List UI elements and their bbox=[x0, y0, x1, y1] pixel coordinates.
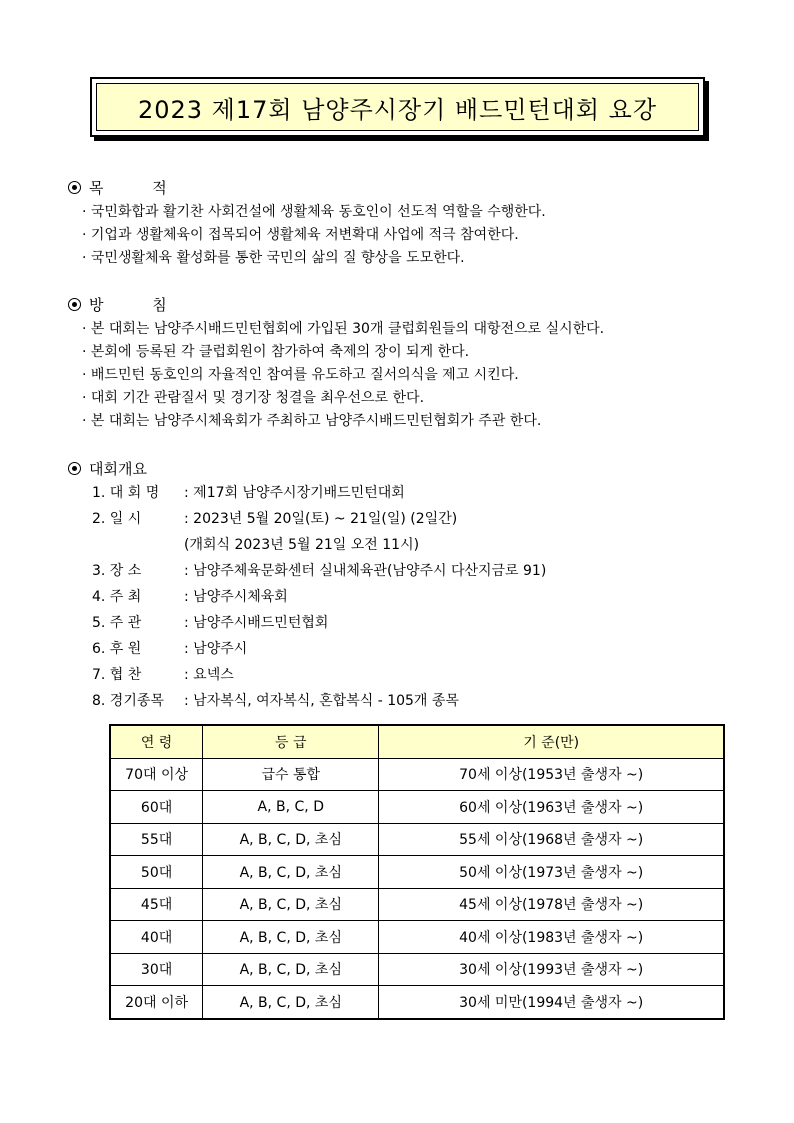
cell-age: 55대 bbox=[110, 823, 203, 856]
policy-item: · 본회에 등록된 각 클럽회원이 참가하여 축제의 장이 되게 한다. bbox=[82, 344, 470, 360]
cell-criteria: 45세 이상(1978년 출생자 ~) bbox=[379, 888, 724, 921]
overview-item: 6. 후 원 : 남양주시 bbox=[92, 641, 248, 657]
header-age: 연 령 bbox=[110, 725, 203, 758]
document-title: 2023 제17회 남양주시장기 배드민턴대회 요강 bbox=[96, 83, 699, 131]
header-criteria: 기 준(만) bbox=[379, 725, 724, 758]
cell-age: 60대 bbox=[110, 791, 203, 824]
purpose-item: · 국민생활체육 활성화를 통한 국민의 삶의 질 향상을 도모한다. bbox=[82, 250, 465, 266]
table-row bbox=[110, 791, 724, 824]
cell-age: 70대 이상 bbox=[110, 758, 203, 791]
table-row bbox=[110, 856, 724, 889]
purpose-heading: 목 적 bbox=[68, 177, 189, 198]
cell-grade: A, B, C, D, 초심 bbox=[203, 986, 379, 1019]
header-grade: 등 급 bbox=[203, 725, 379, 758]
grade-table bbox=[109, 724, 725, 1020]
cell-age: 45대 bbox=[110, 888, 203, 921]
cell-age: 20대 이하 bbox=[110, 986, 203, 1019]
cell-criteria: 30세 이상(1993년 출생자 ~) bbox=[379, 953, 724, 986]
cell-grade: A, B, C, D bbox=[203, 791, 379, 824]
table-row bbox=[110, 921, 724, 954]
table-row bbox=[110, 823, 724, 856]
cell-age: 30대 bbox=[110, 953, 203, 986]
cell-grade: A, B, C, D, 초심 bbox=[203, 953, 379, 986]
purpose-item: · 기업과 생활체육이 접목되어 생활체육 저변확대 사업에 적극 참여한다. bbox=[82, 227, 519, 243]
cell-criteria: 30세 미만(1994년 출생자 ~) bbox=[379, 986, 724, 1019]
overview-item: (개회식 2023년 5월 21일 오전 11시) bbox=[184, 537, 420, 553]
cell-criteria: 55세 이상(1968년 출생자 ~) bbox=[379, 823, 724, 856]
policy-heading: 방 침 bbox=[68, 294, 189, 315]
policy-item: · 배드민턴 동호인의 자율적인 참여를 유도하고 질서의식을 제고 시킨다. bbox=[82, 367, 519, 383]
overview-item: 5. 주 관 : 남양주시배드민턴협회 bbox=[92, 615, 329, 631]
table-header-row bbox=[110, 725, 724, 758]
cell-age: 50대 bbox=[110, 856, 203, 889]
overview-item: 1. 대 회 명 : 제17회 남양주시장기배드민턴대회 bbox=[92, 485, 405, 501]
overview-heading: 대회개요 bbox=[68, 458, 147, 479]
overview-item: 2. 일 시 : 2023년 5월 20일(토) ~ 21일(일) (2일간) bbox=[92, 511, 458, 527]
cell-criteria: 70세 이상(1953년 출생자 ~) bbox=[379, 758, 724, 791]
overview-item: 8. 경기종목 : 남자복식, 여자복식, 혼합복식 - 105개 종목 bbox=[92, 693, 459, 709]
cell-age: 40대 bbox=[110, 921, 203, 954]
policy-item: · 본 대회는 남양주시체육회가 주최하고 남양주시배드민턴협회가 주관 한다. bbox=[82, 413, 542, 429]
cell-criteria: 40세 이상(1983년 출생자 ~) bbox=[379, 921, 724, 954]
cell-grade: 급수 통합 bbox=[203, 758, 379, 791]
table-row bbox=[110, 758, 724, 791]
cell-criteria: 60세 이상(1963년 출생자 ~) bbox=[379, 791, 724, 824]
circle-bullet-icon bbox=[68, 462, 81, 475]
cell-grade: A, B, C, D, 초심 bbox=[203, 921, 379, 954]
purpose-item: · 국민화합과 활기찬 사회건설에 생활체육 동호인이 선도적 역할을 수행한다. bbox=[82, 204, 546, 220]
table-row bbox=[110, 888, 724, 921]
overview-item: 7. 협 찬 : 요넥스 bbox=[92, 667, 234, 683]
cell-criteria: 50세 이상(1973년 출생자 ~) bbox=[379, 856, 724, 889]
policy-item: · 대회 기간 관람질서 및 경기장 청결을 최우선으로 한다. bbox=[82, 390, 425, 406]
policy-item: · 본 대회는 남양주시배드민턴협회에 가입된 30개 클럽회원들의 대항전으로 실시한다. bbox=[82, 321, 605, 337]
title-box bbox=[90, 77, 705, 137]
cell-grade: A, B, C, D, 초심 bbox=[203, 823, 379, 856]
circle-bullet-icon bbox=[68, 181, 81, 194]
table-row bbox=[110, 986, 724, 1019]
circle-bullet-icon bbox=[68, 298, 81, 311]
cell-grade: A, B, C, D, 초심 bbox=[203, 888, 379, 921]
overview-item: 4. 주 최 : 남양주시체육회 bbox=[92, 589, 288, 605]
table-row bbox=[110, 953, 724, 986]
cell-grade: A, B, C, D, 초심 bbox=[203, 856, 379, 889]
overview-item: 3. 장 소 : 남양주체육문화센터 실내체육관(남양주시 다산지금로 91) bbox=[92, 563, 547, 579]
